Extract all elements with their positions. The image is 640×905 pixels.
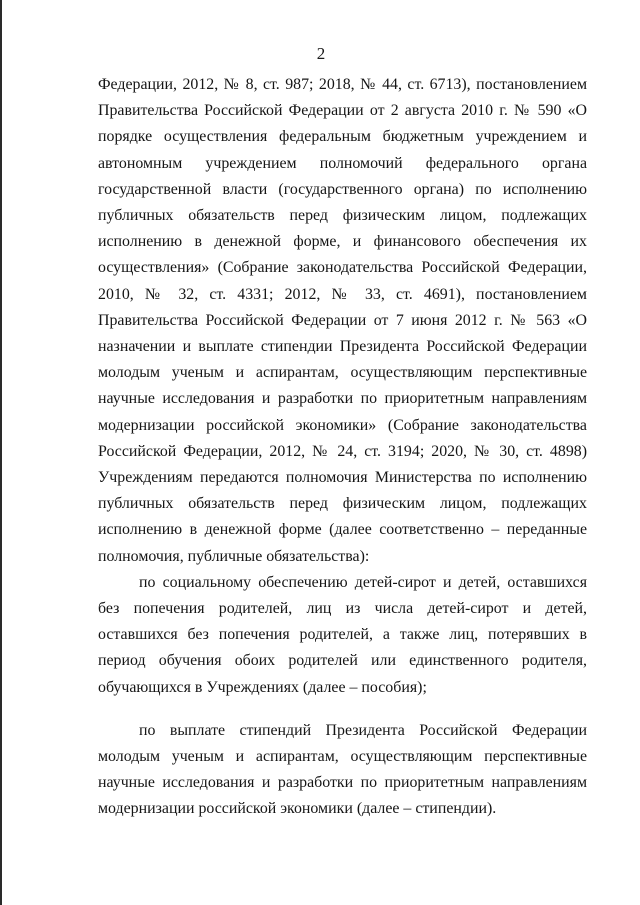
- paragraph-social-benefits: по социальному обеспечению детей-сирот и детей, оставшихся без попечения родителей, лиц из числа детей-сирот и детей, оставшихся без попечения родителей, а также лиц, потерявших в период обучения обоих родителей или единственного родителя, обучающихся в Учреждениях (далее – пособия);: [98, 573, 587, 696]
- page-number: 2: [316, 44, 326, 63]
- paragraph-legal-references: Федерации, 2012, № 8, ст. 987; 2018, № 44, ст. 6713), постановлением Правительства Российской Федерации от 2 августа 2010 г. № 590 «О порядке осуществления федеральным бюджетным учреждением и автономным учреждением полномочий федерального органа государственной власти (государственного органа) по исполнению публичных обязательств перед физическим лицом, подлежащих исполнению в денежной форме, и финансового обеспечения их осуществления» (Собрание законодательства Российской Федерации, 2010, № 32, ст. 4331; 2012, № 33, ст. 4691), постановлением Правительства Российской Федерации от 7 июня 2012 г. № 563 «О назначении и выплате стипендии Президента Российской Федерации молодым ученым и аспирантам, осуществляющим перспективные научные исследования и разработки по приоритетным направлениям модернизации российской экономики» (Собрание законодательства Российской Федерации, 2012, № 24, ст. 3194; 2020, № 30, ст. 4898) Учреждениям передаются полномочия Министерства по исполнению публичных обязательств перед физическим лицом, подлежащих исполнению в денежной форме (далее соответственно – переданные полномочия, публичные обязательства):: [98, 76, 587, 565]
- paragraph-stipends: по выплате стипендий Президента Российской Федерации молодым ученым и аспирантам, осуществляющим перспективные научные исследования и разработки по приоритетным направлениям модернизации российской экономики (далее – стипендии).: [98, 721, 587, 818]
- document-body: [98, 72, 587, 823]
